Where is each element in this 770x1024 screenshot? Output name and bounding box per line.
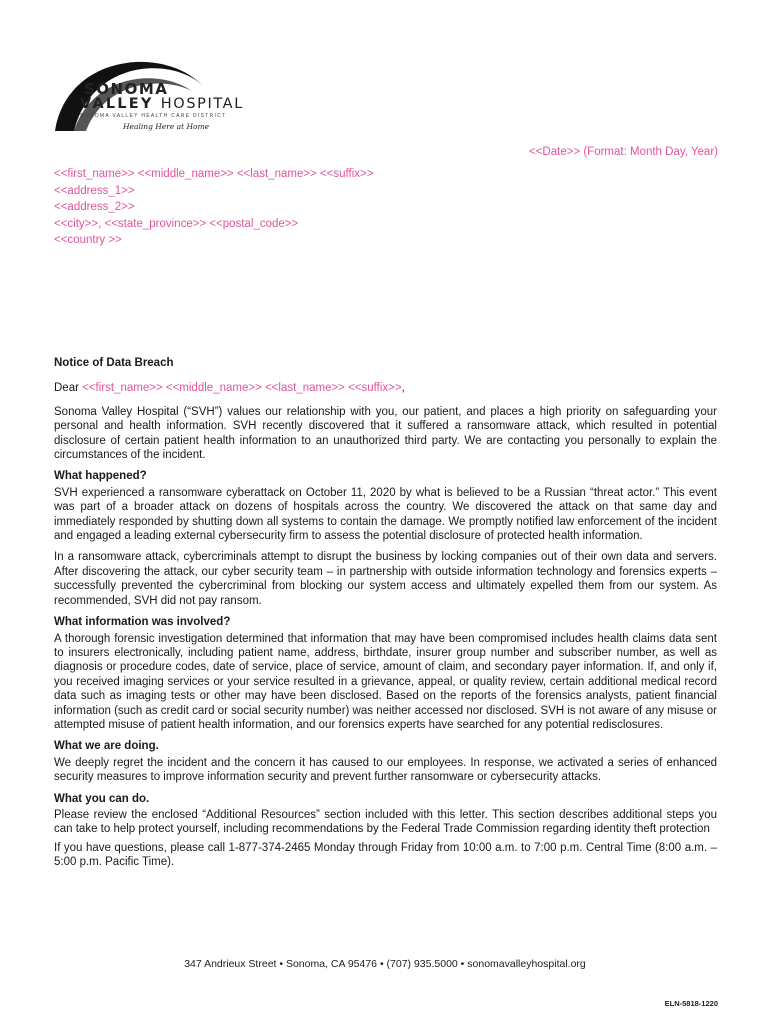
logo-valley-hospital: VALLEY HOSPITAL bbox=[80, 96, 244, 112]
address-line-1: <<address_1>> bbox=[54, 184, 135, 197]
address-line-2: <<address_2>> bbox=[54, 201, 135, 213]
logo-tagline: Healing Here at Home bbox=[123, 122, 210, 131]
date-merge-field: <<Date>> (Format: Month Day, Year) bbox=[529, 146, 718, 158]
heading-what-you-can-do: What you can do. bbox=[54, 792, 150, 805]
what-happened-paragraph-2: In a ransomware attack, cybercriminals attempt to disrupt the business by locking companies out of their own data and servers. After discovering the attack, our cyber security team – in partnership with outside information technology and forensics experts – successfully prevented the cybercriminal from blocking our system access and ultimately expelled them from our system. As recommended, SVH did not pay ransom. bbox=[54, 551, 717, 607]
address-city-line: <<city>>, <<state_province>> <<postal_code>> bbox=[54, 217, 299, 230]
letter-title: Notice of Data Breach bbox=[54, 357, 174, 369]
address-country: <<country >> bbox=[54, 234, 122, 246]
logo-sonoma: SONOMA bbox=[84, 80, 169, 98]
intro-paragraph: Sonoma Valley Hospital (“SVH”) values our relationship with you, our patient, and places a high priority on safeguarding your personal and health information. SVH recently discovered that it suffered a ransomware attack, which resulted in potential disclosure of certain patient health information to an unauthorized third party. We are contacting you personally to explain the circumstances of the incident. bbox=[54, 405, 717, 462]
address-name-line: <<first_name>> <<middle_name>> <<last_name>> <<suffix>> bbox=[54, 168, 374, 180]
questions-paragraph: If you have questions, please call 1-877-374-2465 Monday through Friday from 10:00 a.m. to 7:00 p.m. Central Time (8:00 a.m. – 5:00 p.m. Pacific Time). bbox=[54, 841, 717, 869]
what-you-can-do-paragraph: Please review the enclosed “Additional Resources” section included with this letter. This section describes additional steps you can take to help protect yourself, including recommendations by the Federal Trade Commission regarding identity theft protection bbox=[54, 808, 717, 836]
heading-information-involved: What information was involved? bbox=[54, 616, 231, 629]
information-involved-paragraph: A thorough forensic investigation determined that information that may have been compromised includes health claims data sent to insurers electronically, including patient name, address, birthdate, insurer group number and subscriber number, as well as diagnosis or procedure codes, date of service, place of service, amount of claim, and secondary payer information. If, and only if, you received imaging services or your service resulted in a grievance, appeal, or quality review, certain additional medical record data such as imaging tests or other may have been disclosed. Based on the reports of the forensics analysts, patient financial information (such as credit card or social security number) was neither accessed nor disclosed. SVH is not aware of any misuse or attempted misuse of patient health information, and our forensics experts have searched for any potential redisclosures. bbox=[54, 632, 717, 731]
heading-what-happened: What happened? bbox=[54, 470, 147, 483]
what-we-are-doing-paragraph: We deeply regret the incident and the concern it has caused to our employees. In response, we activated a series of enhanced security measures to improve information security and prevent further ransomware or cybersecurity attacks. bbox=[54, 756, 717, 784]
logo-subline: SONOMA VALLEY HEALTH CARE DISTRICT bbox=[80, 113, 227, 119]
letter-body bbox=[54, 356, 717, 877]
recipient-address bbox=[54, 166, 373, 249]
heading-what-we-are-doing: What we are doing. bbox=[54, 740, 159, 753]
salutation: Dear <<first_name>> <<middle_name>> <<last_name>> <<suffix>>, bbox=[54, 382, 405, 395]
what-happened-paragraph-1: SVH experienced a ransomware cyberattack on October 11, 2020 by what is believed to be a Russian “threat actor.” This event was part of a broader attack on dozens of hospitals across the country. We discovered the attack on that same day and immediately responded by shutting down all systems to contain the damage. We promptly notified law enforcement of the incident and engaged a leading external cybersecurity firm to assess the potential disclosure of protected health information. bbox=[54, 486, 717, 543]
footer-address: 347 Andrieux Street • Sonoma, CA 95476 • (707) 935.5000 • sonomavalleyhospital.org bbox=[184, 958, 586, 970]
document-code: ELN-5818-1220 bbox=[664, 999, 718, 1008]
